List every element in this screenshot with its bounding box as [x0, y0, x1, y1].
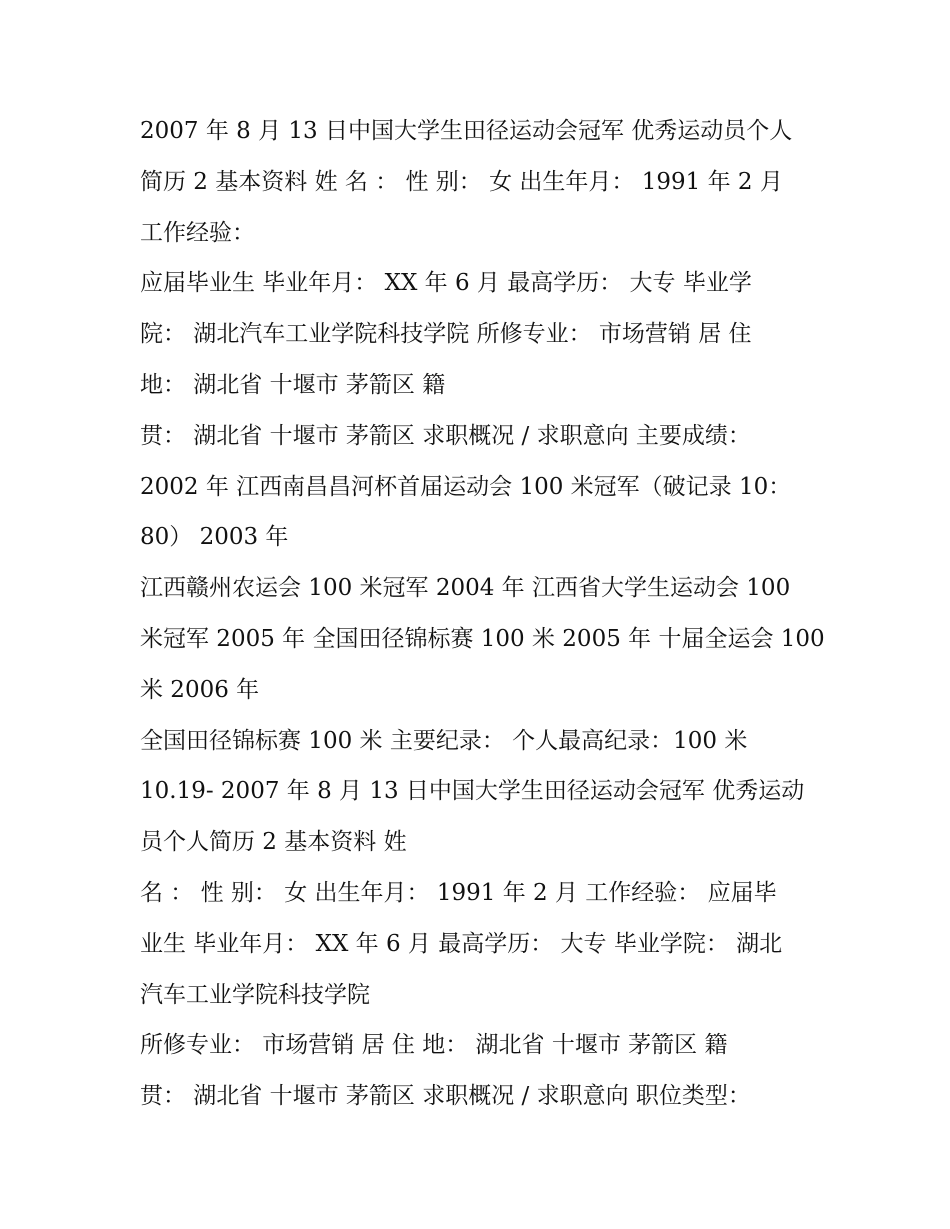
- text-line: 汽车工业学院科技学院: [140, 981, 370, 1008]
- text-line: 工作经验：: [140, 219, 255, 246]
- text-line: 2002 年 江西南昌昌河杯首届运动会 100 米冠军（破记录 10：: [140, 473, 792, 500]
- text-line: 名 ： 性 别： 女 出生年月： 1991 年 2 月 工作经验： 应届毕: [140, 879, 777, 906]
- text-line: 10.19- 2007 年 8 月 13 日中国大学生田径运动会冠军 优秀运动: [140, 778, 805, 805]
- text-line: 江西赣州农运会 100 米冠军 2004 年 江西省大学生运动会 100: [140, 575, 791, 602]
- text-line: 2007 年 8 月 13 日中国大学生田径运动会冠军 优秀运动员个人: [140, 118, 793, 144]
- text-line: 应届毕业生 毕业年月： XX 年 6 月 最高学历： 大专 毕业学: [140, 270, 752, 297]
- document-body: [140, 106, 825, 1122]
- text-line: 简历 2 基本资料 姓 名 ： 性 别： 女 出生年月： 1991 年 2 月: [140, 168, 783, 195]
- text-line: 员个人简历 2 基本资料 姓: [140, 829, 407, 856]
- text-line: 院： 湖北汽车工业学院科技学院 所修专业： 市场营销 居 住: [140, 321, 752, 348]
- text-line: 贯： 湖北省 十堰市 茅箭区 求职概况 / 求职意向 职位类型：: [140, 1083, 751, 1110]
- text-line: 米 2006 年: [140, 676, 260, 703]
- text-line: 所修专业： 市场营销 居 住 地： 湖北省 十堰市 茅箭区 籍: [140, 1032, 728, 1059]
- text-line: 业生 毕业年月： XX 年 6 月 最高学历： 大专 毕业学院： 湖北: [140, 930, 783, 957]
- text-line: 米冠军 2005 年 全国田径锦标赛 100 米 2005 年 十届全运会 100: [140, 625, 825, 652]
- text-line: 贯： 湖北省 十堰市 茅箭区 求职概况 / 求职意向 主要成绩：: [140, 422, 751, 449]
- text-line: 80） 2003 年: [140, 524, 289, 551]
- text-line: 全国田径锦标赛 100 米 主要纪录： 个人最高纪录：100 米: [140, 727, 748, 754]
- text-line: 地： 湖北省 十堰市 茅箭区 籍: [140, 371, 446, 398]
